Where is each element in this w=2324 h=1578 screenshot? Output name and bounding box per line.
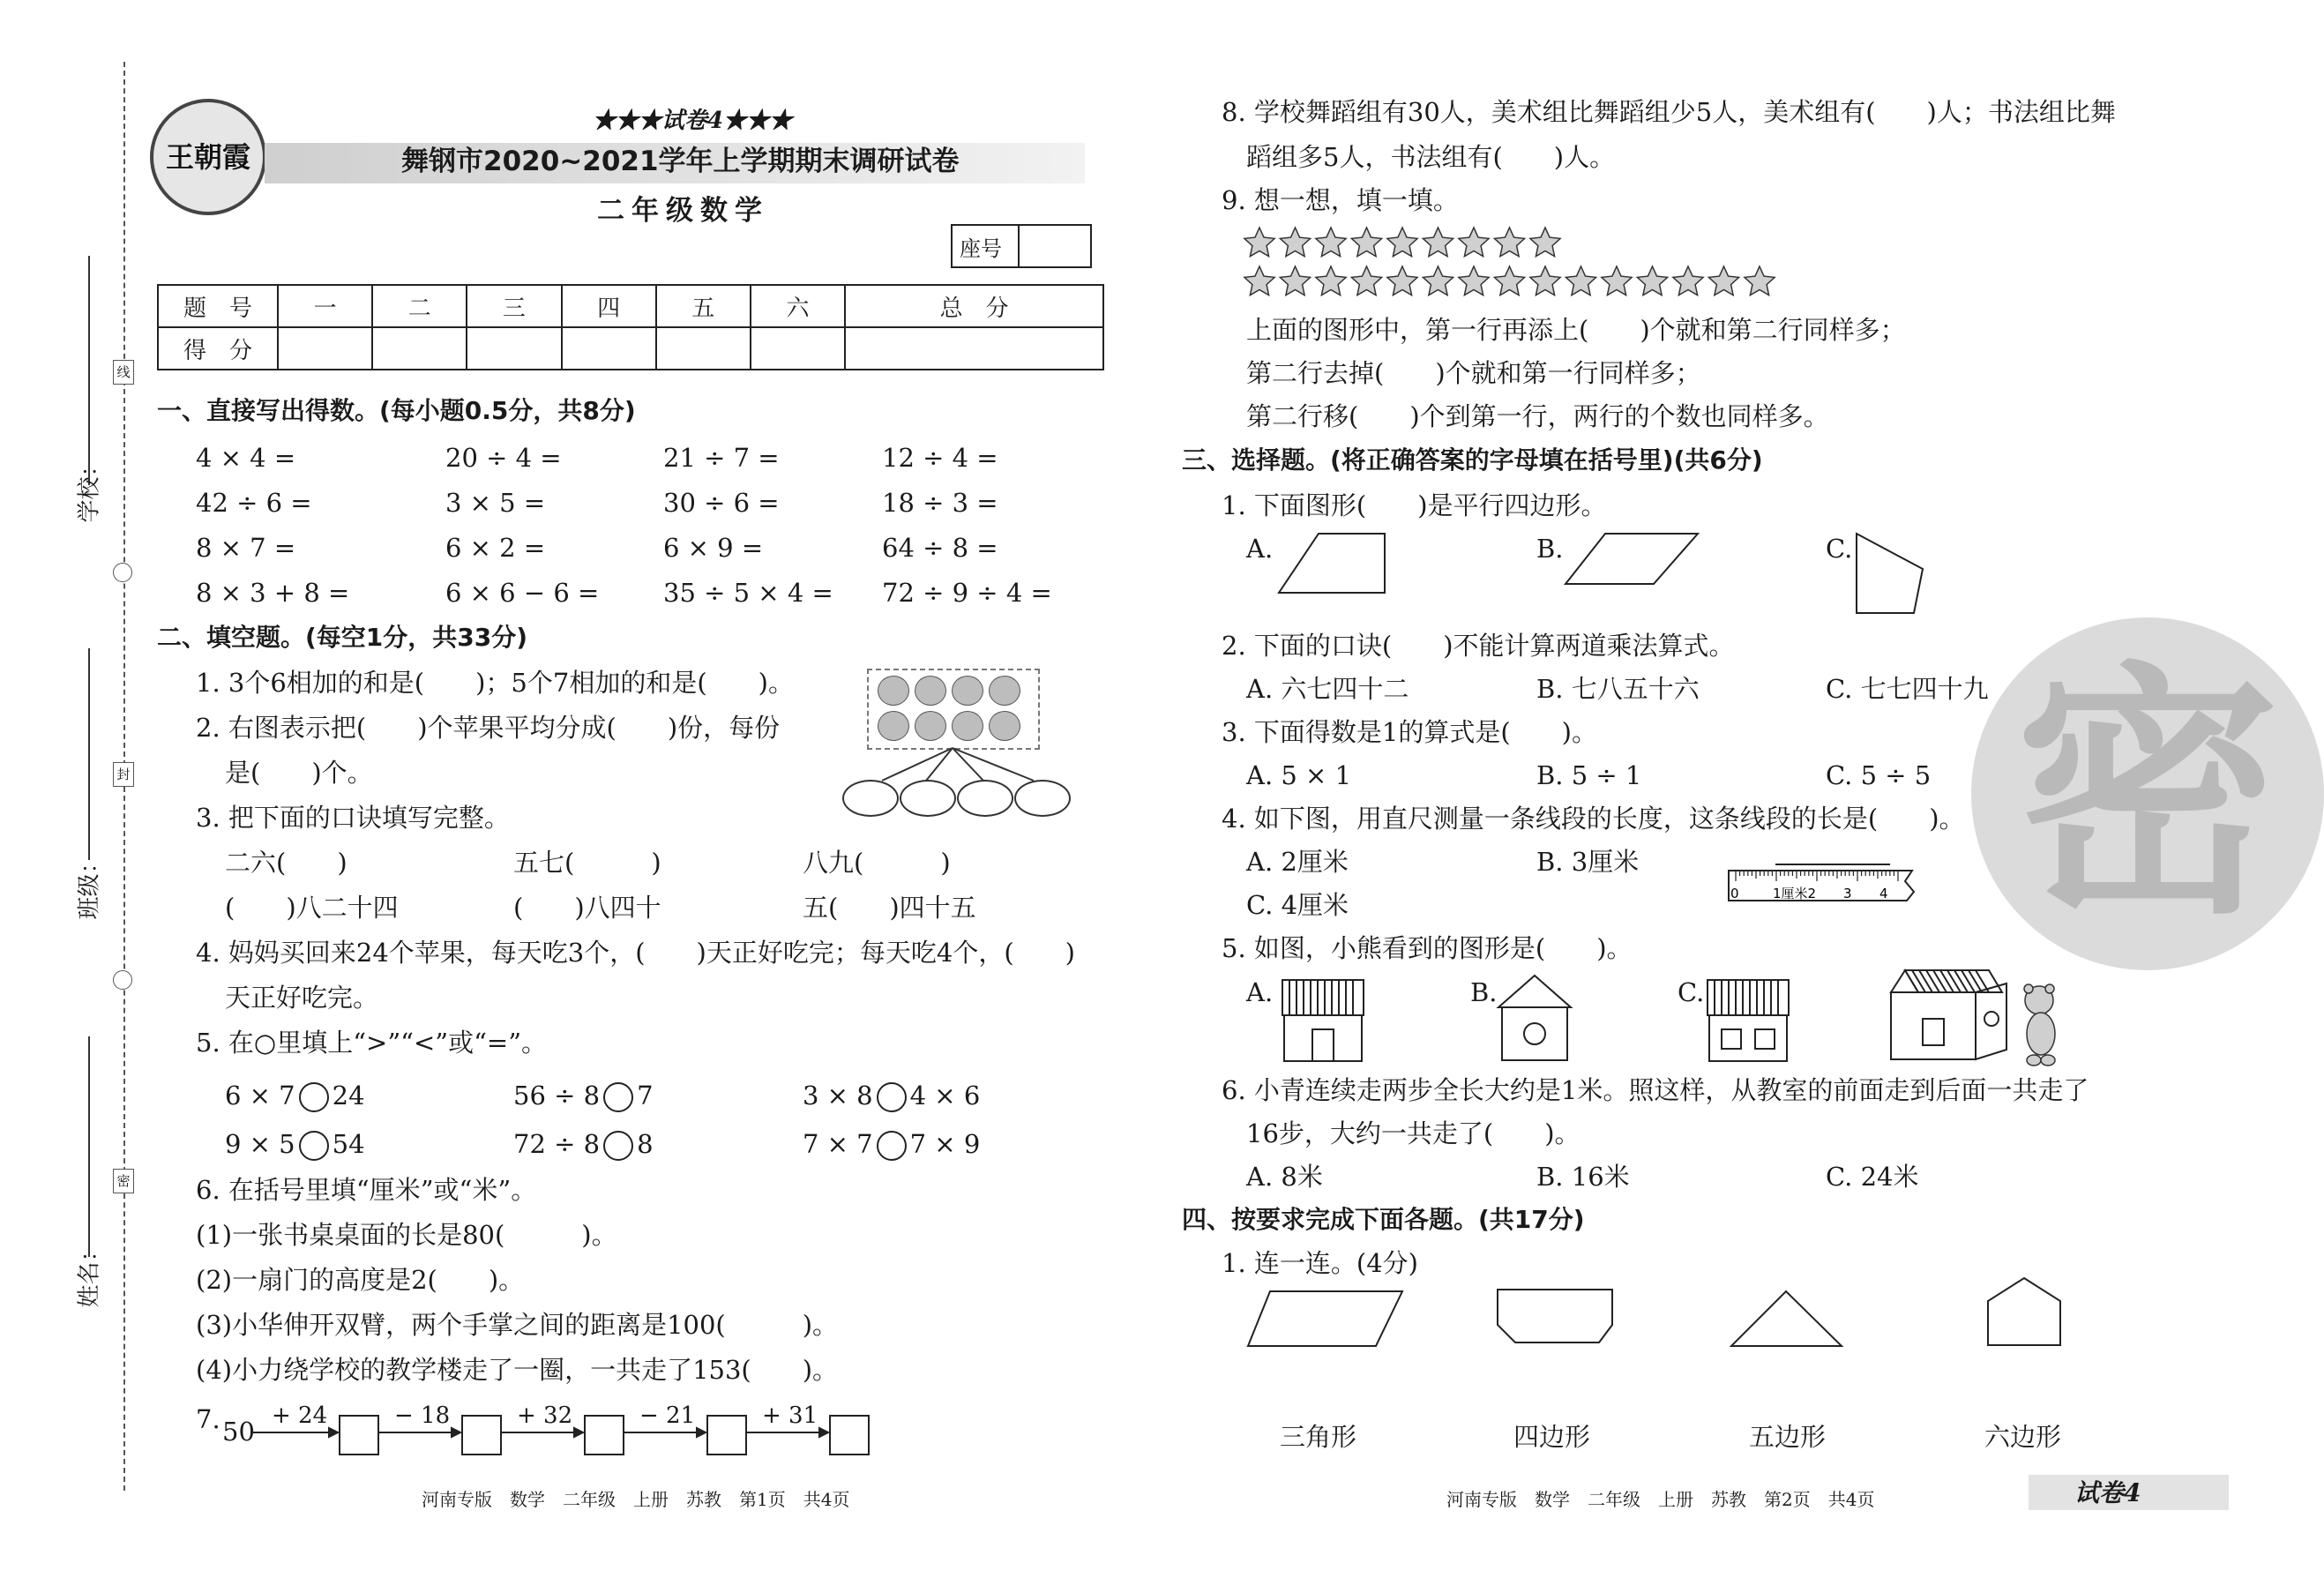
ruler-label: 3 [1843, 886, 1852, 901]
score-cell: 四 [562, 285, 656, 327]
question-2-6: 6. 在括号里填“厘米”或“米”。 [196, 1175, 537, 1205]
star-icon [1244, 266, 1274, 295]
chain-answer-box[interactable] [829, 1415, 870, 1455]
option-text: A. 5 × 1 [1246, 760, 1352, 790]
star-icon [1530, 228, 1560, 257]
star-icon [1673, 266, 1703, 295]
star-icon [1280, 266, 1310, 295]
calc-item: 8 × 3 + 8 = [196, 578, 350, 608]
compare-circle[interactable] [603, 1131, 633, 1161]
option-text: C. 5 ÷ 5 [1826, 760, 1932, 790]
chain-op: + 32 [517, 1402, 573, 1429]
question-3-4: 4. 如下图，用直尺测量一条线段的长度，这条线段的长是( )。 [1222, 804, 1965, 834]
score-input-cell[interactable] [562, 327, 656, 370]
binding-hole-icon [113, 970, 132, 990]
star-icon [1387, 228, 1417, 257]
question-3-1: 1. 下面图形( )是平行四边形。 [1222, 490, 1607, 520]
shape-name-label: 四边形 [1513, 1422, 1591, 1452]
star-question-line: 上面的图形中，第一行再添上( )个就和第二行同样多； [1246, 315, 1906, 345]
rhyme-item: 二六( ) [225, 848, 347, 878]
star-icon [1316, 228, 1346, 257]
paper-badge: ★★★试卷4★★★ [593, 108, 793, 134]
score-cell: 一 [278, 285, 372, 327]
empty-plate [842, 780, 899, 817]
star-question-line: 第二行移( )个到第一行，两行的个数也同样多。 [1246, 401, 1829, 431]
question-3-2: 2. 下面的口诀( )不能计算两道乘法算式。 [1222, 631, 1735, 661]
option-label: B. [1470, 977, 1498, 1007]
triangle-shape [1727, 1288, 1846, 1350]
footer-badge: 试卷4 [2074, 1478, 2141, 1507]
chain-start-value: 50 [222, 1417, 255, 1447]
compare-circle[interactable] [299, 1082, 329, 1112]
hexagon-parallelogram-shape [1244, 1288, 1407, 1351]
apple-icon [915, 676, 946, 706]
school-label: 学校： [76, 453, 103, 523]
page-subtitle: 二年级数学 [597, 195, 769, 227]
question-3-3: 3. 下面得数是1的算式是( )。 [1222, 717, 1597, 747]
house-view-c [1704, 975, 1792, 1063]
section-3-heading: 三、选择题。(将正确答案的字母填在括号里)(共6分) [1182, 445, 1763, 475]
compare-item: 72 ÷ 8 8 [513, 1129, 654, 1159]
star-icon [1351, 228, 1381, 257]
score-cell: 六 [751, 285, 845, 327]
option-text: B. 5 ÷ 1 [1536, 760, 1642, 790]
unit-item: (1)一张书桌桌面的长是80( )。 [196, 1220, 617, 1250]
calc-item: 30 ÷ 6 = [663, 488, 780, 518]
rhyme-item: ( )八四十 [513, 893, 661, 923]
option-label: C. [1826, 534, 1853, 564]
apple-icon [952, 711, 983, 741]
option-text: A. 六七四十二 [1246, 674, 1409, 704]
apple-icon [915, 711, 946, 741]
calc-item: 6 × 2 = [445, 533, 546, 563]
footer-right: 河南专版 数学 二年级 上册 苏教 第2页 共4页 [1446, 1489, 1875, 1510]
star-icon [1280, 228, 1310, 257]
rhyme-item: 五( )四十五 [803, 893, 976, 923]
ruler-label: 1厘米2 [1773, 886, 1817, 901]
option-label: C. [1678, 977, 1705, 1007]
apple-icon [989, 711, 1020, 741]
compare-circle[interactable] [603, 1082, 633, 1112]
ruler-label: 4 [1879, 886, 1888, 901]
option-label: A. [1246, 534, 1274, 564]
question-3-6: 6. 小青连续走两步全长大约是1米。照这样，从教室的前面走到后面一共走了 [1222, 1075, 2089, 1105]
calc-item: 64 ÷ 8 = [882, 533, 998, 563]
option-text: A. 2厘米 [1246, 847, 1349, 877]
star-icon [1745, 266, 1775, 295]
option-text: A. 8米 [1246, 1162, 1323, 1192]
apple-icon [989, 676, 1020, 706]
question-2-1: 1. 3个6相加的和是( )；5个7相加的和是( )。 [196, 668, 794, 698]
star-icon [1316, 266, 1346, 295]
score-cell: 题 号 [158, 285, 278, 327]
apple-icon [952, 676, 983, 706]
quadrilateral-shape [1852, 529, 1940, 617]
score-cell: 二 [372, 285, 467, 327]
rhyme-item: 五七( ) [513, 848, 661, 878]
star-icon [1494, 266, 1524, 295]
binding-mark-feng: 封 [113, 762, 134, 787]
chain-op: − 18 [394, 1402, 451, 1429]
score-input-cell[interactable] [467, 327, 561, 370]
question-3-5: 5. 如图，小熊看到的图形是( )。 [1222, 933, 1633, 963]
star-icon [1244, 228, 1274, 257]
question-3-6-cont: 16步，大约一共走了( )。 [1246, 1118, 1580, 1148]
page-title: 舞钢市2020~2021学年上学期期末调研试卷 [401, 146, 960, 177]
question-2-8: 8. 学校舞蹈组有30人，美术组比舞蹈组少5人，美术组有( )人；书法组比舞 [1222, 97, 2116, 127]
option-text: C. 4厘米 [1246, 890, 1349, 920]
option-label: A. [1246, 977, 1274, 1007]
compare-circle[interactable] [877, 1131, 907, 1161]
binding-mark-mi: 密 [113, 1169, 134, 1193]
chain-op: + 24 [272, 1402, 328, 1429]
section-2-heading: 二、填空题。(每空1分，共33分) [157, 623, 528, 652]
chain-answer-box[interactable] [461, 1415, 502, 1455]
house-view-b [1495, 972, 1574, 1064]
score-input-cell[interactable] [278, 327, 372, 370]
question-2-9: 9. 想一想，填一填。 [1222, 185, 1459, 215]
compare-circle[interactable] [877, 1082, 907, 1112]
calc-item: 12 ÷ 4 = [882, 443, 998, 473]
star-icon [1566, 266, 1595, 295]
house-pentagon-shape [1984, 1275, 2064, 1350]
score-table-header-row [158, 285, 1103, 327]
seat-number-box [951, 224, 1092, 268]
shape-name-label: 六边形 [1984, 1422, 2062, 1452]
star-icon [1459, 228, 1489, 257]
rhyme-item: 八九( ) [803, 848, 951, 878]
compare-circle[interactable] [299, 1131, 329, 1161]
apple-icon [878, 676, 909, 706]
score-table [157, 284, 1104, 370]
chain-answer-box[interactable] [706, 1415, 747, 1455]
apple-icon [878, 711, 909, 741]
rhyme-item: ( )八二十四 [225, 893, 399, 923]
unit-item: (2)一扇门的高度是2( )。 [196, 1265, 525, 1295]
question-2-3: 3. 把下面的口诀填写完整。 [196, 803, 510, 833]
question-2-2-cont: 是( )个。 [225, 758, 373, 788]
house-3d-figure [1887, 966, 2011, 1063]
seat-label: 座号 [960, 236, 1002, 261]
compare-item: 56 ÷ 8 7 [513, 1081, 654, 1111]
star-rows-figure [1244, 224, 1790, 303]
question-2-7-label: 7. [196, 1404, 220, 1434]
class-blank-line [88, 648, 90, 860]
score-cell: 五 [656, 285, 751, 327]
name-label: 姓名： [76, 1238, 103, 1308]
unit-item: (4)小力绕学校的教学楼走了一圈，一共走了153( )。 [196, 1355, 839, 1385]
chain-op: − 21 [639, 1402, 696, 1429]
star-icon [1637, 266, 1667, 295]
score-input-cell[interactable] [751, 327, 845, 370]
calc-item: 72 ÷ 9 ÷ 4 = [882, 578, 1052, 608]
star-question-line: 第二行去掉( )个就和第一行同样多； [1246, 358, 1701, 388]
empty-plate [957, 780, 1013, 817]
calc-item: 42 ÷ 6 = [196, 488, 312, 518]
shape-name-label: 五边形 [1749, 1422, 1827, 1452]
binding-hole-icon [113, 563, 132, 582]
watermark-seal-icon [1971, 617, 2324, 970]
empty-plate [900, 780, 956, 817]
calc-item: 20 ÷ 4 = [445, 443, 562, 473]
compare-item: 6 × 7 24 [225, 1081, 365, 1111]
binding-mark-xian: 线 [113, 360, 134, 385]
compare-item: 9 × 5 54 [225, 1129, 365, 1159]
compare-item: 3 × 8 4 × 6 [803, 1081, 981, 1111]
calc-item: 21 ÷ 7 = [663, 443, 780, 473]
class-label: 班级： [76, 850, 103, 920]
star-icon [1602, 266, 1632, 295]
chain-answer-box[interactable] [339, 1415, 379, 1455]
ruler-figure [1727, 860, 1930, 913]
score-input-cell[interactable] [372, 327, 467, 370]
option-text: C. 七七四十九 [1826, 674, 1989, 704]
score-input-cell[interactable] [656, 327, 751, 370]
star-icon [1387, 266, 1417, 295]
watermark-text: 密 [2015, 638, 2280, 949]
score-cell: 三 [467, 285, 561, 327]
star-icon [1423, 266, 1453, 295]
score-cell: 总 分 [845, 285, 1103, 327]
shape-name-label: 三角形 [1280, 1422, 1357, 1452]
chain-answer-box[interactable] [584, 1415, 624, 1455]
calc-item: 35 ÷ 5 × 4 = [663, 578, 833, 608]
house-view-a [1279, 975, 1367, 1063]
name-blank-line [88, 1036, 90, 1257]
star-icon [1351, 266, 1381, 295]
parallelogram-shape [1561, 529, 1702, 591]
question-2-5: 5. 在○里填上“>”“<”或“=”。 [196, 1028, 548, 1058]
question-2-2: 2. 右图表示把( )个苹果平均分成( )份，每份 [196, 713, 781, 743]
section-4-heading: 四、按要求完成下面各题。(共17分) [1182, 1205, 1585, 1234]
logo-icon [150, 99, 266, 215]
calc-item: 3 × 5 = [445, 488, 546, 518]
score-table-score-row [158, 327, 1103, 370]
footer-left: 河南专版 数学 二年级 上册 苏教 第1页 共4页 [422, 1489, 850, 1510]
option-text: B. 七八五十六 [1536, 674, 1700, 704]
empty-plate [1014, 780, 1071, 817]
option-text: B. 16米 [1536, 1162, 1630, 1192]
school-blank-line [88, 256, 90, 485]
option-text: C. 24米 [1826, 1162, 1919, 1192]
calc-item: 18 ÷ 3 = [882, 488, 998, 518]
calc-item: 6 × 9 = [663, 533, 764, 563]
calc-item: 6 × 6 − 6 = [445, 578, 600, 608]
calc-item: 4 × 4 = [196, 443, 296, 473]
compare-item: 7 × 7 7 × 9 [803, 1129, 981, 1159]
question-2-4: 4. 妈妈买回来24个苹果，每天吃3个，( )天正好吃完；每天吃4个，( ) [196, 938, 1075, 968]
option-text: B. 3厘米 [1536, 847, 1640, 877]
star-icon [1423, 228, 1453, 257]
question-4-1: 1. 连一连。(4分) [1222, 1248, 1418, 1278]
trapezoid-shape [1274, 529, 1389, 600]
question-2-8-cont: 蹈组多5人，书法组有( )人。 [1246, 142, 1616, 172]
star-icon [1494, 228, 1524, 257]
score-cell: 得 分 [158, 327, 278, 370]
calc-item: 8 × 7 = [196, 533, 296, 563]
option-label: B. [1536, 534, 1564, 564]
star-icon [1708, 266, 1738, 295]
score-input-cell[interactable] [845, 327, 1103, 370]
unit-item: (3)小华伸开双臂，两个手掌之间的距离是100( )。 [196, 1310, 839, 1340]
question-2-4-cont: 天正好吃完。 [225, 983, 379, 1013]
section-1-heading: 一、直接写出得数。(每小题0.5分，共8分) [157, 396, 636, 425]
star-icon [1530, 266, 1560, 295]
bear-icon [2020, 981, 2064, 1069]
pentagon-cut-shape [1493, 1286, 1617, 1348]
star-icon [1459, 266, 1489, 295]
logo-text: 王朝霞 [165, 140, 250, 174]
ruler-label: 0 [1730, 886, 1739, 901]
chain-op: + 31 [762, 1402, 818, 1429]
